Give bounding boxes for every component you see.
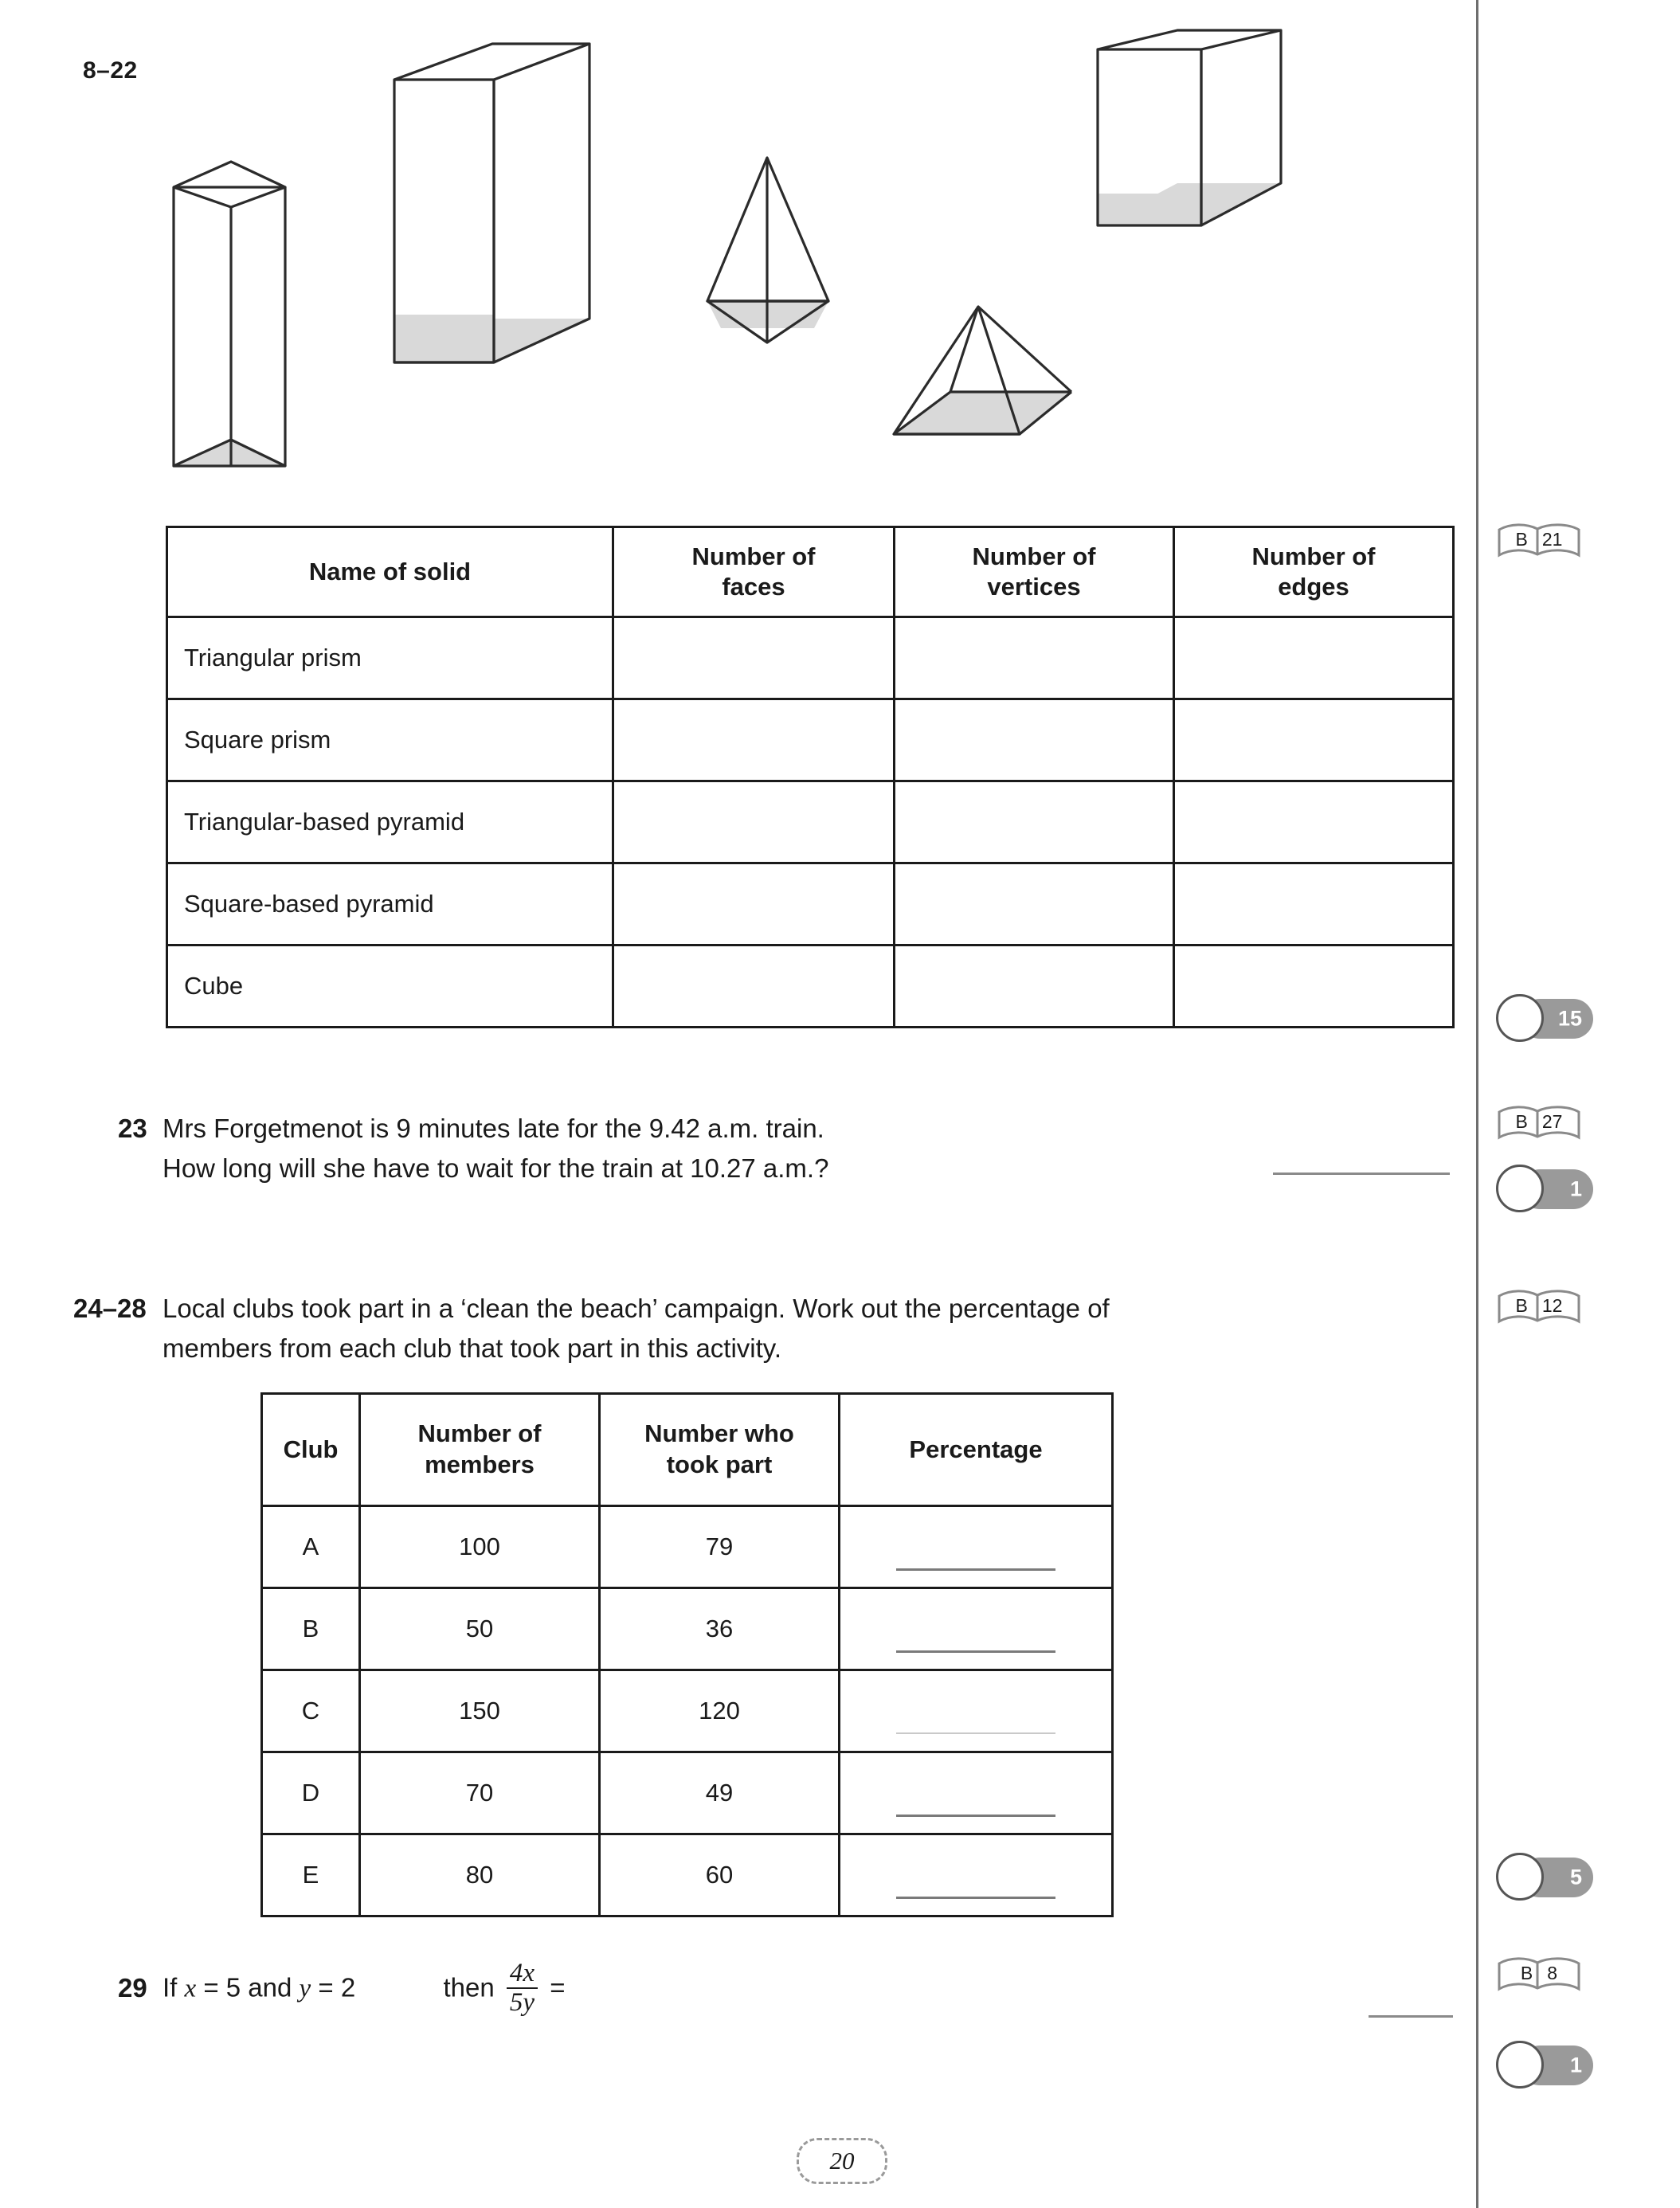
header-members-line2: members bbox=[425, 1450, 535, 1478]
book-reference-label bbox=[1496, 1288, 1582, 1329]
question-23 bbox=[118, 1109, 1392, 1188]
club-took-part: 49 bbox=[600, 1752, 840, 1834]
club-members: 150 bbox=[360, 1670, 600, 1752]
club-took-part: 79 bbox=[600, 1506, 840, 1588]
table-row bbox=[167, 781, 1454, 863]
question-29-number: 29 bbox=[118, 1972, 147, 2002]
question-23-text bbox=[163, 1109, 828, 1188]
question-24-28-line2: members from each club that took part in this activity. bbox=[163, 1333, 782, 1364]
header-edges-line2: edges bbox=[1278, 573, 1349, 601]
question-29 bbox=[118, 1961, 1233, 2018]
header-number-of-vertices bbox=[895, 527, 1174, 617]
faces-answer-cell[interactable] bbox=[613, 699, 895, 781]
solids-illustrations bbox=[0, 0, 1434, 510]
header-club-line1: Club bbox=[283, 1435, 339, 1463]
table-row bbox=[262, 1670, 1113, 1752]
header-took-part-line1: Number who bbox=[644, 1419, 794, 1448]
header-took-part-line2: took part bbox=[666, 1450, 773, 1478]
vertices-answer-cell[interactable] bbox=[895, 699, 1174, 781]
score-circle[interactable] bbox=[1496, 1853, 1544, 1901]
question-23-number: 23 bbox=[118, 1114, 147, 1143]
club-took-part: 120 bbox=[600, 1670, 840, 1752]
header-club bbox=[262, 1394, 360, 1506]
table-row bbox=[167, 863, 1454, 945]
answer-rule bbox=[896, 1650, 1055, 1653]
club-members: 80 bbox=[360, 1834, 600, 1916]
score-badge[interactable] bbox=[1496, 994, 1593, 1043]
header-name-of-solid bbox=[167, 527, 613, 617]
club-name: D bbox=[262, 1752, 360, 1834]
question-23-line1: Mrs Forgetmenot is 9 minutes late for the 9.42 a.m. train. bbox=[163, 1114, 824, 1143]
question-24-28-text bbox=[163, 1289, 1421, 1368]
header-number-of-faces bbox=[613, 527, 895, 617]
vertices-answer-cell[interactable] bbox=[895, 863, 1174, 945]
shape-triangular-based-pyramid bbox=[707, 158, 828, 343]
header-number-of-members bbox=[360, 1394, 600, 1506]
edges-answer-cell[interactable] bbox=[1174, 617, 1454, 699]
fraction-denominator: 5y bbox=[507, 1987, 538, 2017]
table-row bbox=[262, 1506, 1113, 1588]
header-vertices-line2: vertices bbox=[987, 573, 1081, 601]
question-29-fraction bbox=[507, 1959, 538, 2017]
book-page: 21 bbox=[1541, 528, 1563, 550]
header-number-who-took-part bbox=[600, 1394, 840, 1506]
table-row bbox=[262, 1588, 1113, 1670]
table-row bbox=[262, 1752, 1113, 1834]
question-24-28 bbox=[73, 1289, 1443, 1368]
book-letter: B bbox=[1520, 1962, 1533, 1983]
header-vertices-line1: Number of bbox=[972, 542, 1096, 571]
question-29-var-y: y bbox=[299, 1974, 311, 2003]
book-letter: B bbox=[1515, 1110, 1528, 1132]
shape-triangular-prism bbox=[174, 162, 285, 466]
table-row bbox=[262, 1834, 1113, 1916]
book-letter: B bbox=[1515, 1294, 1528, 1316]
header-faces-line2: faces bbox=[722, 573, 785, 601]
faces-answer-cell[interactable] bbox=[613, 863, 895, 945]
header-number-of-edges bbox=[1174, 527, 1454, 617]
club-members: 70 bbox=[360, 1752, 600, 1834]
solid-name: Triangular prism bbox=[167, 617, 613, 699]
score-value: 15 bbox=[1557, 1006, 1582, 1031]
club-took-part: 36 bbox=[600, 1588, 840, 1670]
vertices-answer-cell[interactable] bbox=[895, 945, 1174, 1028]
answer-rule bbox=[896, 1732, 1055, 1734]
book-reference-label bbox=[1496, 522, 1582, 563]
edges-answer-cell[interactable] bbox=[1174, 699, 1454, 781]
club-name: C bbox=[262, 1670, 360, 1752]
club-percentage-answer[interactable] bbox=[840, 1506, 1113, 1588]
header-name-of-solid-line1: Name of solid bbox=[308, 558, 472, 586]
faces-answer-cell[interactable] bbox=[613, 781, 895, 863]
score-badge[interactable] bbox=[1496, 1165, 1593, 1214]
score-badge[interactable] bbox=[1496, 1853, 1593, 1902]
faces-answer-cell[interactable] bbox=[613, 945, 895, 1028]
score-value: 1 bbox=[1569, 1176, 1582, 1201]
question-29-then: then bbox=[443, 1972, 495, 2002]
clubs-table bbox=[260, 1392, 1114, 1917]
score-circle[interactable] bbox=[1496, 2041, 1544, 2089]
question-29-eq2: = 2 bbox=[318, 1972, 356, 2002]
club-took-part: 60 bbox=[600, 1834, 840, 1916]
table-row bbox=[167, 945, 1454, 1028]
solid-name: Square-based pyramid bbox=[167, 863, 613, 945]
page-number: 20 bbox=[797, 2138, 887, 2184]
header-percentage-line1: Percentage bbox=[909, 1435, 1043, 1463]
table-row bbox=[167, 699, 1454, 781]
question-24-28-number: 24–28 bbox=[73, 1294, 147, 1323]
header-edges-line1: Number of bbox=[1251, 542, 1376, 571]
book-page: 12 bbox=[1541, 1294, 1563, 1316]
book-page: 27 bbox=[1541, 1110, 1563, 1132]
book-letter: B bbox=[1515, 528, 1528, 550]
shape-cube bbox=[1098, 30, 1281, 225]
answer-rule bbox=[896, 1568, 1055, 1571]
question-29-if: If bbox=[163, 1972, 178, 2002]
header-members-line1: Number of bbox=[417, 1419, 542, 1448]
club-percentage-answer[interactable] bbox=[840, 1752, 1113, 1834]
solids-table-header-row bbox=[167, 527, 1454, 617]
section-code: 8–22 bbox=[83, 57, 138, 84]
book-reference-badge[interactable] bbox=[1496, 1955, 1582, 1997]
question-29-equals: = bbox=[550, 1972, 566, 2002]
score-circle[interactable] bbox=[1496, 994, 1544, 1042]
answer-rule bbox=[896, 1897, 1055, 1899]
question-29-var-x: x bbox=[184, 1974, 197, 2003]
edges-answer-cell[interactable] bbox=[1174, 863, 1454, 945]
question-23-line2: How long will she have to wait for the train at 10.27 a.m.? bbox=[163, 1153, 829, 1184]
score-circle[interactable] bbox=[1496, 1165, 1544, 1212]
solids-table bbox=[166, 526, 1455, 1028]
margin-rule bbox=[1476, 0, 1478, 2208]
book-page: 8 bbox=[1547, 1962, 1558, 1983]
club-name: A bbox=[262, 1506, 360, 1588]
score-value: 5 bbox=[1569, 1865, 1582, 1889]
solid-name: Square prism bbox=[167, 699, 613, 781]
edges-answer-cell[interactable] bbox=[1174, 781, 1454, 863]
header-percentage bbox=[840, 1394, 1113, 1506]
question-24-28-line1: Local clubs took part in a ‘clean the beach’ campaign. Work out the percentage of bbox=[163, 1294, 1110, 1323]
book-reference-badge[interactable] bbox=[1496, 522, 1582, 563]
solid-name: Cube bbox=[167, 945, 613, 1028]
book-reference-badge[interactable] bbox=[1496, 1288, 1582, 1329]
club-name: E bbox=[262, 1834, 360, 1916]
club-percentage-answer[interactable] bbox=[840, 1588, 1113, 1670]
club-percentage-answer[interactable] bbox=[840, 1834, 1113, 1916]
question-23-answer-blank[interactable] bbox=[1273, 1173, 1450, 1175]
answer-rule bbox=[896, 1815, 1055, 1817]
book-reference-badge[interactable] bbox=[1496, 1104, 1582, 1145]
score-value: 1 bbox=[1569, 2053, 1582, 2077]
question-29-answer-blank[interactable] bbox=[1369, 2015, 1453, 2018]
solid-name: Triangular-based pyramid bbox=[167, 781, 613, 863]
fraction-numerator: 4x bbox=[509, 1959, 535, 1987]
score-badge[interactable] bbox=[1496, 2041, 1593, 2090]
edges-answer-cell[interactable] bbox=[1174, 945, 1454, 1028]
shape-square-prism bbox=[394, 44, 589, 362]
vertices-answer-cell[interactable] bbox=[895, 617, 1174, 699]
club-members: 50 bbox=[360, 1588, 600, 1670]
clubs-table-header-row bbox=[262, 1394, 1113, 1506]
faces-answer-cell[interactable] bbox=[613, 617, 895, 699]
shape-square-based-pyramid bbox=[894, 307, 1071, 434]
book-reference-label bbox=[1496, 1955, 1582, 1997]
club-members: 100 bbox=[360, 1506, 600, 1588]
header-faces-line1: Number of bbox=[691, 542, 816, 571]
vertices-answer-cell[interactable] bbox=[895, 781, 1174, 863]
question-29-eq1: = 5 and bbox=[203, 1972, 292, 2002]
book-reference-label bbox=[1496, 1104, 1582, 1145]
table-row bbox=[167, 617, 1454, 699]
club-percentage-answer[interactable] bbox=[840, 1670, 1113, 1752]
club-name: B bbox=[262, 1588, 360, 1670]
